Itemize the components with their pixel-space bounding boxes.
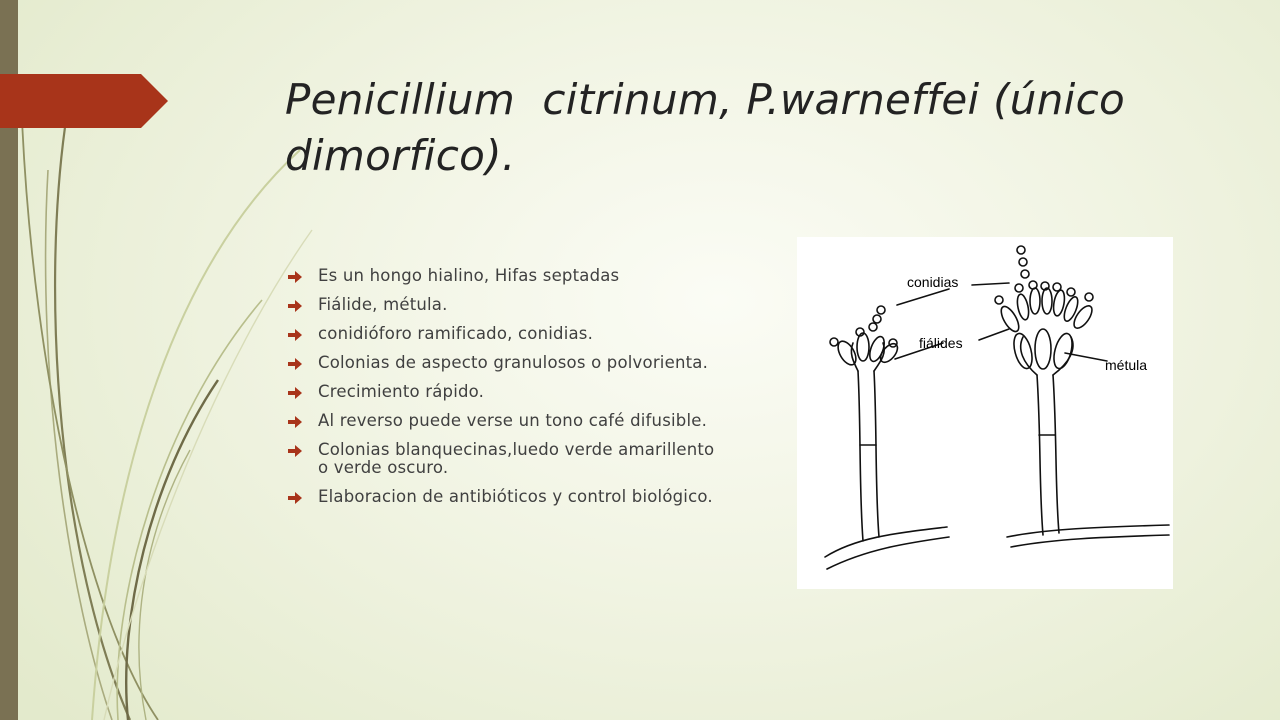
bullet-text: Fiálide, métula. bbox=[318, 295, 448, 314]
arrow-right-icon bbox=[288, 492, 302, 504]
arrow-right-icon bbox=[288, 387, 302, 399]
arrow-right-icon bbox=[288, 271, 302, 283]
arrow-right-icon bbox=[288, 358, 302, 370]
label-conidias: conidias bbox=[907, 274, 959, 290]
arrow-right-icon bbox=[288, 300, 302, 312]
bullet-text: conidióforo ramificado, conidias. bbox=[318, 324, 594, 343]
arrow-right-icon bbox=[288, 416, 302, 428]
list-item bbox=[288, 412, 718, 430]
list-item bbox=[288, 267, 718, 285]
bullet-text: Colonias blanquecinas,luedo verde amarillento o verde oscuro. bbox=[318, 440, 715, 477]
bullet-text: Crecimiento rápido. bbox=[318, 382, 485, 401]
title-accent-tab bbox=[0, 74, 168, 128]
list-item bbox=[288, 296, 718, 314]
bullet-text: Colonias de aspecto granulosos o polvorienta. bbox=[318, 353, 709, 372]
list-item bbox=[288, 325, 718, 343]
label-fialides: fiálides bbox=[919, 335, 963, 351]
list-item bbox=[288, 383, 718, 401]
penicillium-diagram bbox=[797, 237, 1173, 589]
list-item bbox=[288, 488, 718, 506]
label-metula: métula bbox=[1105, 357, 1148, 373]
list-item bbox=[288, 441, 718, 477]
bullet-text: Elaboracion de antibióticos y control biológico. bbox=[318, 487, 713, 506]
arrow-right-icon bbox=[288, 445, 302, 457]
bullet-text: Al reverso puede verse un tono café difusible. bbox=[318, 411, 708, 430]
penicillium-diagram-drawing bbox=[797, 237, 1173, 589]
slide-title: Penicillium citrinum, P.warneffei (único dimorfico). bbox=[285, 75, 1139, 180]
bullet-text: Es un hongo hialino, Hifas septadas bbox=[318, 266, 620, 285]
list-item bbox=[288, 354, 718, 372]
arrow-right-icon bbox=[288, 329, 302, 341]
bullet-list bbox=[288, 267, 718, 517]
